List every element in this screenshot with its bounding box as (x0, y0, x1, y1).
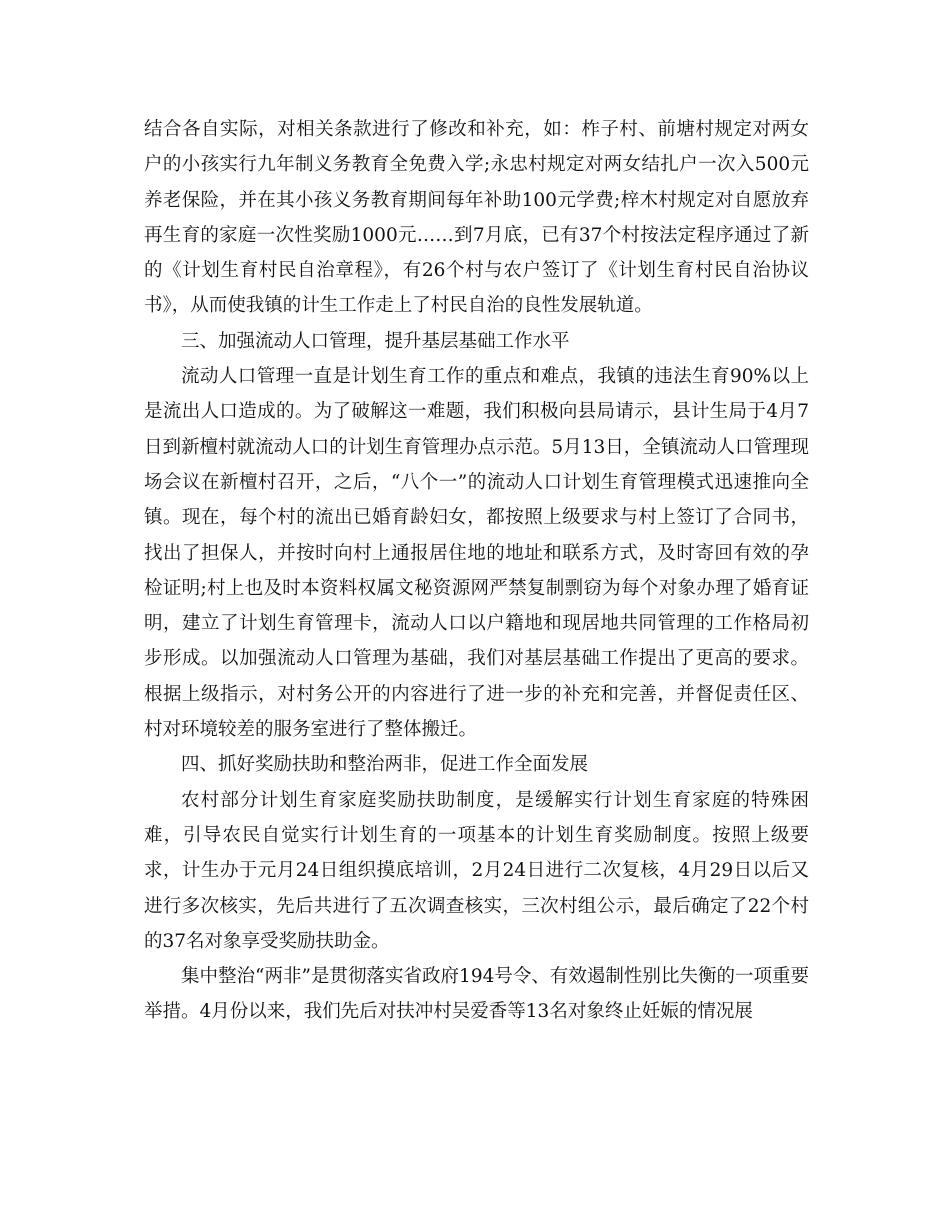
section-heading-3: 三、加强流动人口管理，提升基层基础工作水平 (181, 330, 570, 352)
section-heading-4: 四、抓好奖励扶助和整治两非，促进工作全面发展 (181, 754, 589, 776)
paragraph-continuation: 结合各自实际，对相关条款进行了修改和补充，如：柞子村、前塘村规定对两女户的小孩实行九年制义务教育全免费入学;永忠村规定对两女结扎户一次入500元养老保险，并在其小孩义务教育期间每年补助100元学费;梓木村规定对自愿放弃再生育的家庭一次性奖励1000元……到7月底，已有37个村按法定程序通过了新的《计划生育村民自治章程》，有26个村与农户签订了《计划生育村民自治协议书》，从而使我镇的计生工作走上了村民自治的良性发展轨道。 (144, 119, 809, 317)
paragraph-floating-population: 流动人口管理一直是计划生育工作的重点和难点，我镇的违法生育90%以上是流出人口造成的。为了破解这一难题，我们积极向县局请示，县计生局于4月7日到新檀村就流动人口的计划生育管理办点示范。5月13日，全镇流动人口管理现场会议在新檀村召开，之后，“八个一”的流动人口计划生育管理模式迅速推向全镇。现在，每个村的流出已婚育龄妇女，都按照上级要求与村上签订了合同书，找出了担保人，并按时向村上通报居住地的地址和联系方式，及时寄回有效的孕检证明;村上也及时本资料权属文秘资源网严禁复制剽窃为每个对象办理了婚育证明，建立了计划生育管理卡，流动人口以户籍地和现居地共同管理的工作格局初步形成。以加强流动人口管理为基础，我们对基层基础工作提出了更高的要求。根据上级指示，对村务公开的内容进行了进一步的补充和完善，并督促责任区、村对环境较差的服务室进行了整体搬迁。 (144, 366, 809, 741)
paragraph-two-nons: 集中整治“两非”是贯彻落实省政府194号令、有效遏制性别比失衡的一项重要举措。4月份以来，我们先后对扶冲村吴爱香等13名对象终止妊娠的情况展 (144, 966, 809, 1023)
document-body (144, 112, 809, 1030)
paragraph-reward-assistance: 农村部分计划生育家庭奖励扶助制度，是缓解实行计划生育家庭的特殊困难，引导农民自觉实行计划生育的一项基本的计划生育奖励制度。按照上级要求，计生办于元月24日组织摸底培训，2月24日进行二次复核，4月29日以后又进行多次核实，先后共进行了五次调查核实，三次村组公示，最后确定了22个村的37名对象享受奖励扶助金。 (144, 789, 809, 952)
